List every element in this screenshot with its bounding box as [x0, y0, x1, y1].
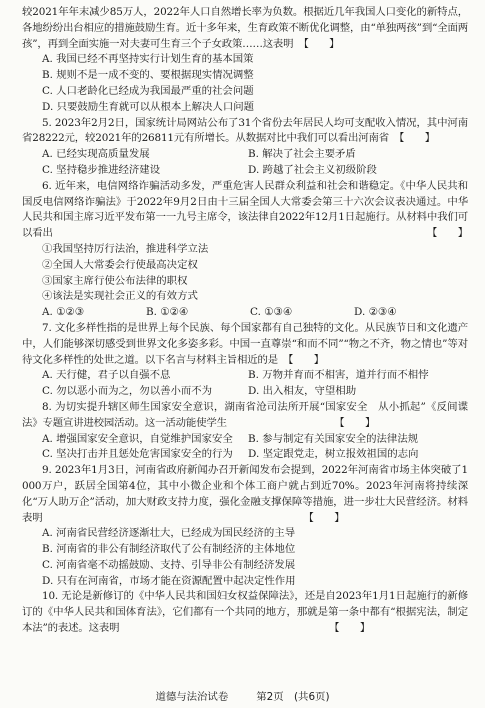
page-footer — [0, 688, 485, 703]
q9-option-c[interactable]: C. 河南省毫不动摇鼓励、支持、引导非公有制经济发展 — [42, 558, 296, 571]
q9-option-b[interactable]: B. 河南省的非公有制经济取代了公有制经济的主体地位 — [42, 543, 296, 556]
q6-item-1: ①我国坚持厉行法治，推进科学立法 — [42, 242, 209, 255]
q6-item-2: ②全国人大常委会行使最高决定权 — [42, 258, 198, 271]
q8-stem: 8. 为切实提升辖区师生国家安全意识，湖南省沧司法所开展“国家安全 从小抓起”《反间谍法》专题宣讲进校园活动。这一活动能使学生 【 】 — [22, 400, 468, 429]
q7-option-c[interactable]: C. 勿以恶小而为之，勿以善小而不为 — [42, 385, 213, 398]
q9-stem: 9. 2023年1月3日，河南省政府新闻办召开新闻发布会提到，2022年河南省市场主体突破了1000万户，跃居全国第4位，其中小微企业和个体工商户就占到近70%。2023年河南将持续深化“万人助万企”活动，加大财政支持力度，强化金融支撑保障等措施，进一步壮大民营经济。材料表明 【 】 — [22, 464, 468, 524]
q5-options-row2 — [22, 163, 468, 179]
q4-option-a[interactable]: A. 我国已经不再坚持实行计划生育的基本国策 — [42, 53, 254, 66]
q7-options-row2 — [22, 384, 468, 400]
q5-option-a[interactable]: A. 已经实现高质量发展 — [42, 148, 150, 161]
q6-stem — [22, 179, 468, 242]
q6-option-b[interactable]: B. ①②④ — [146, 306, 189, 319]
q8-option-b[interactable]: B. 参与制定有关国家安全的法律法规 — [248, 432, 419, 445]
exam-page — [22, 5, 468, 637]
q5-option-d[interactable]: D. 跨越了社会主义初级阶段 — [248, 163, 377, 176]
q8-options-row2 — [22, 447, 468, 463]
q6-item-3: ③国家主席行使公布法律的职权 — [42, 274, 188, 287]
q6-option-d[interactable]: D. ②③④ — [354, 306, 397, 319]
q4-stem-continued: 较2021年年末减少85万人，2022年人口自然增长率为负数。根据近几年我国人口变化的新特点，各地纷纷出台相应的措施鼓励生育。近十多年来，生育政策不断优化调整，由“单独两孩”到“全面两孩”，再到全面实施一对夫妻可生育三个子女政策……这表明 【 】 — [22, 6, 468, 50]
q8-option-d[interactable]: D. 坚定跟党走，树立报效祖国的志向 — [248, 448, 419, 461]
q5-options-row1 — [22, 147, 468, 163]
q6-item-4: ④该法是实现社会正义的有效方式 — [42, 290, 198, 303]
q6-option-a[interactable]: A. ①②③ — [42, 306, 85, 319]
q8-option-c[interactable]: C. 坚决打击并且惩处危害国家安全的行为 — [42, 448, 233, 461]
q7-options-row1 — [22, 368, 468, 384]
q6-options — [22, 305, 468, 321]
q7-option-d[interactable]: D. 出入相友，守望相助 — [248, 385, 357, 398]
q7-option-a[interactable]: A. 天行健，君子以自强不息 — [42, 369, 171, 382]
footer-subject: 道德与法治试卷 — [155, 691, 229, 703]
q9-option-d[interactable]: D. 只有在河南省，市场才能在资源配置中起决定性作用 — [42, 574, 296, 587]
q10-stem: 10. 无论是新修订的《中华人民共和国妇女权益保障法》，还是自2023年1月1日起施行的新修订的《中华人民共和国体育法》，它们都有一个共同的地方，那就是第一条中都有“根据宪法，制定本法”的表述。这表明 【 】 — [22, 590, 468, 635]
q5-option-b[interactable]: B. 解决了社会主要矛盾 — [248, 148, 356, 161]
q7-option-b[interactable]: B. 万物并育而不相害，道并行而不相悖 — [248, 369, 429, 382]
q4-option-d[interactable]: D. 只要鼓励生育就可以从根本上解决人口问题 — [42, 100, 254, 113]
q6-option-c[interactable]: C. ①③④ — [250, 306, 293, 319]
q5-stem: 5. 2023年2月2日，国家统计局网站公布了31个省份去年居民人均可支配收入情况，其中河南省28222元，较2021年的26811元有所增长。从数据对比中我们可以看出河南省 【 】 — [22, 116, 468, 145]
q4-option-c[interactable]: C. 人口老龄化已经成为我国最严重的社会问题 — [42, 84, 254, 97]
q6-stem-text: 6. 近年来，电信网络诈骗活动多发，严重危害人民群众利益和社会和谐稳定。《中华人民共和国反电信网络诈骗法》于2022年9月2日由十三届全国人大常委会第三十六次会议表决通过。中华人民共和国主席习近平发布第一一九号主席令，该法律自2022年12月1日起施行。从材料中我们可以看出 — [22, 179, 468, 240]
q6-answer-bracket[interactable]: 【 】 — [427, 227, 468, 240]
q8-option-a[interactable]: A. 增强国家安全意识，自觉维护国家安全 — [42, 432, 233, 445]
footer-page-number: 第2页 (共6页) — [256, 691, 330, 703]
q8-options-row1 — [22, 432, 468, 448]
q4-option-b[interactable]: B. 规则不是一成不变的、要根据现实情况调整 — [42, 69, 254, 82]
q7-stem: 7. 文化多样性指的是世界上每个民族、每个国家都有自己独特的文化。从民族节日和文化遗产中，人们能够深切感受到世界文化多姿多彩。中国一直尊崇“和而不同”“物之不齐，物之情也”等对待文化多样性的处世之道。以下名言与材料主旨相近的是 【 】 — [22, 321, 468, 366]
q9-option-a[interactable]: A. 河南省民营经济逐渐壮大，已经成为国民经济的主导 — [42, 527, 296, 540]
q5-option-c[interactable]: C. 坚持稳步推进经济建设 — [42, 163, 161, 176]
